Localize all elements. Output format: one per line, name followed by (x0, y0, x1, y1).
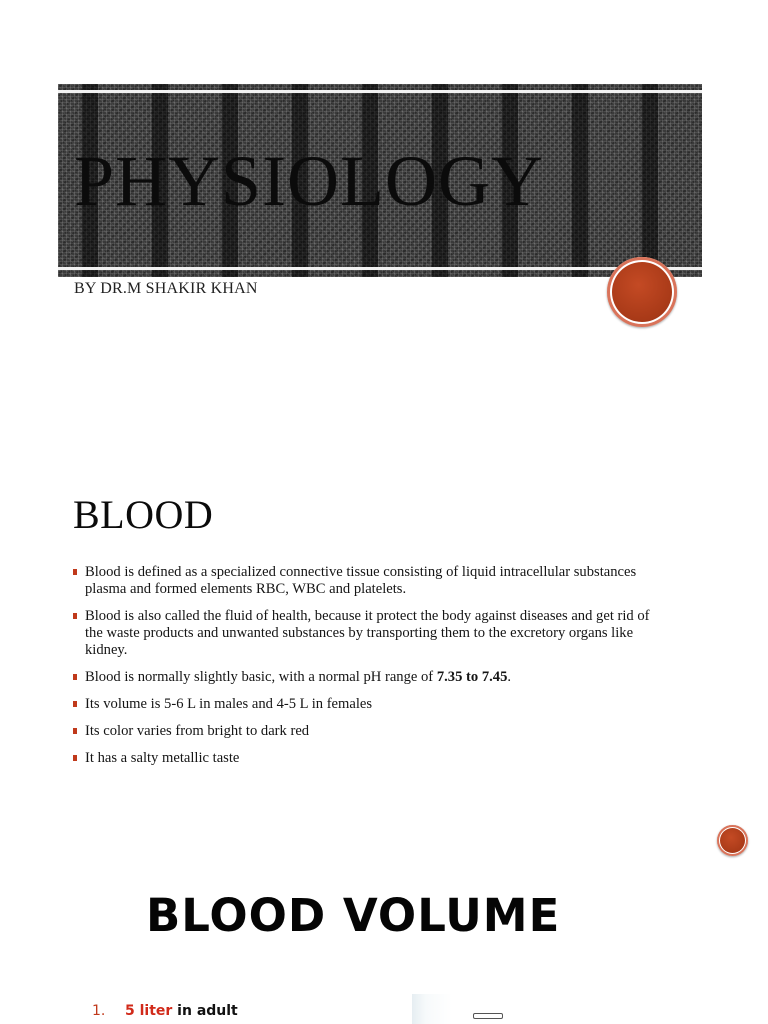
section-heading: BLOOD (73, 492, 214, 537)
decorative-circle-icon (607, 257, 677, 327)
list-item (92, 1002, 238, 1020)
list-item-text: Blood is also called the fluid of health, because it protect the body against diseases and get rid of the waste products and unwanted substances by transporting them to the excretory organs like kidney. (85, 608, 650, 658)
title-slide (0, 0, 768, 360)
list-number: 1. (92, 1003, 106, 1019)
list-item (73, 723, 653, 740)
ph-suffix: . (507, 669, 512, 685)
bullet-icon (73, 674, 77, 680)
list-item (73, 669, 653, 686)
section-heading: BLOOD VOLUME (146, 889, 561, 942)
list-item-text: Its volume is 5-6 L in males and 4-5 L in females (85, 696, 373, 712)
list-item (73, 750, 653, 767)
figure-detail (473, 1013, 503, 1019)
volume-quantity: 5 liter (125, 1003, 173, 1019)
decorative-circle-icon (717, 825, 748, 856)
slide-subtitle: BY DR.M SHAKIR KHAN (74, 280, 258, 297)
bullet-icon (73, 569, 77, 575)
figure-image (412, 994, 652, 1024)
blood-slide (0, 460, 768, 860)
list-item-text: It has a salty metallic taste (85, 750, 240, 766)
list-item (73, 696, 653, 713)
banner-bottom-rule (58, 267, 702, 270)
blood-volume-slide (0, 860, 768, 1024)
bullet-list (73, 564, 653, 777)
list-item-text: Its color varies from bright to dark red (85, 723, 310, 739)
title-banner (58, 84, 702, 277)
list-item-text: Blood is defined as a specialized connective tissue consisting of liquid intracellular substances plasma and formed elements RBC, WBC and platelets. (85, 564, 637, 597)
slide-title: PHYSIOLOGY (74, 141, 545, 221)
bullet-icon (73, 701, 77, 707)
list-item (73, 608, 653, 659)
ph-prefix: Blood is normally slightly basic, with a normal pH range of (85, 669, 437, 685)
bullet-icon (73, 613, 77, 619)
ph-range: 7.35 to 7.45 (436, 669, 508, 685)
bullet-icon (73, 755, 77, 761)
banner-top-rule (58, 90, 702, 93)
list-item (73, 564, 653, 598)
volume-description: in adult (172, 1003, 238, 1019)
bullet-icon (73, 728, 77, 734)
